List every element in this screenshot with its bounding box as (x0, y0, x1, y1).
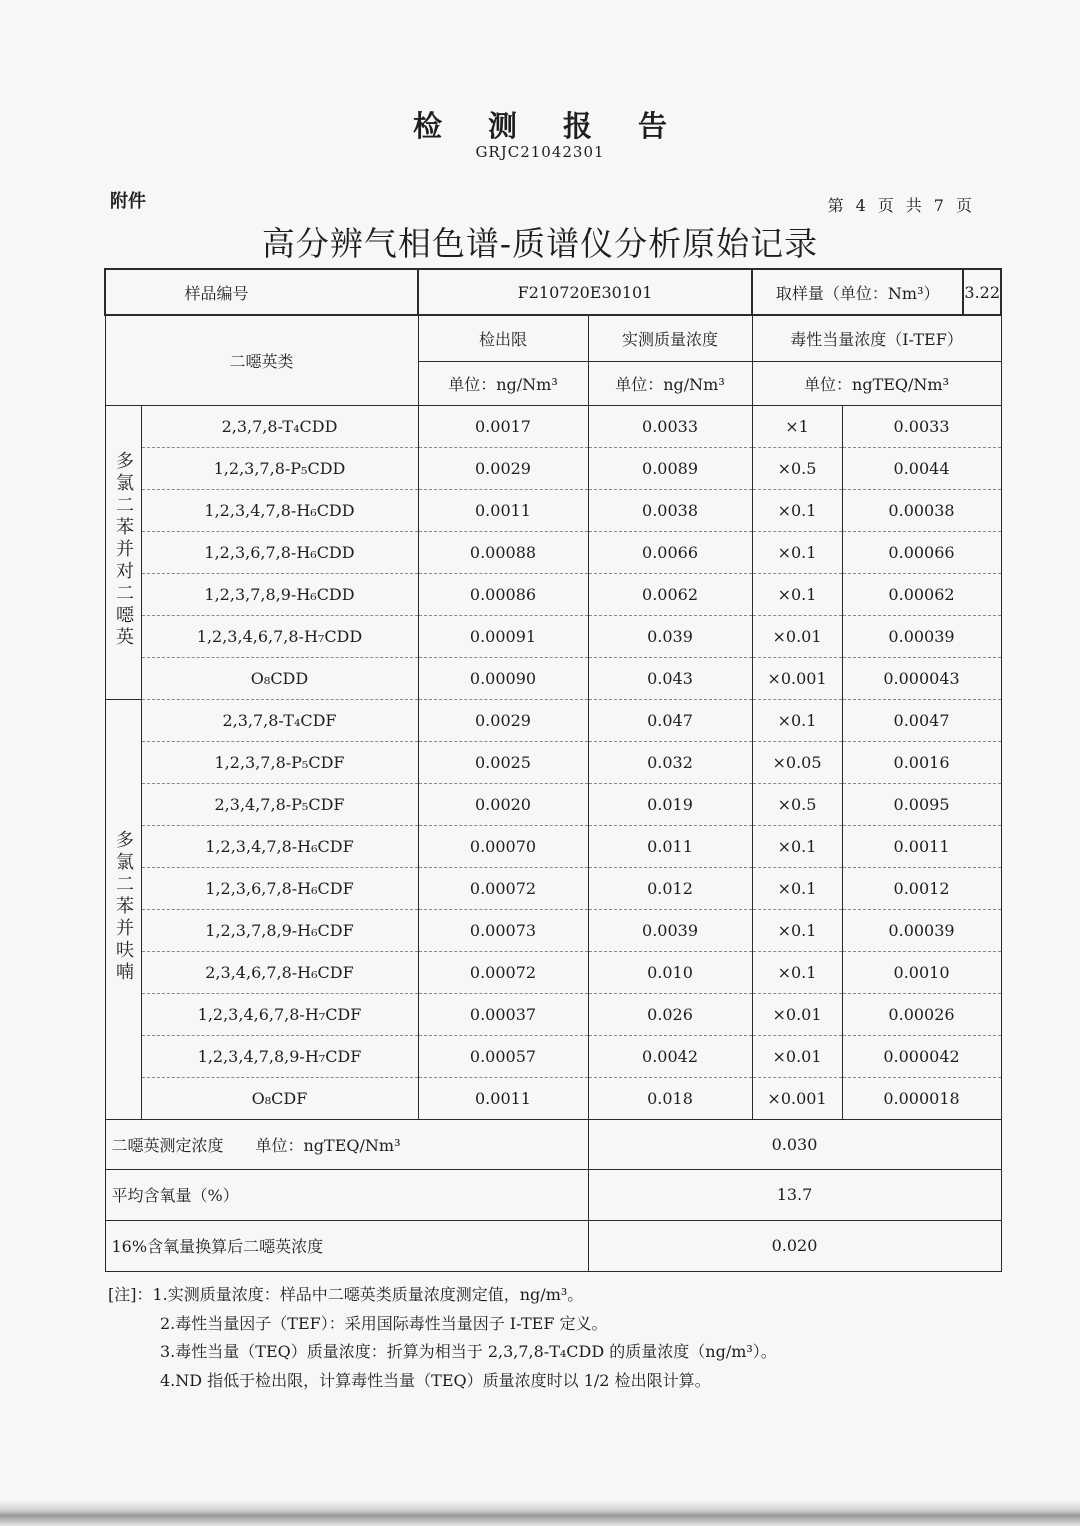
detection-limit-value: 0.0029 (418, 447, 588, 489)
table-row (105, 1077, 1001, 1119)
table-row (105, 489, 1001, 531)
compound-name: 1,2,3,7,8-P₅CDD (141, 447, 418, 489)
summary-label: 平均含氧量（%） (105, 1169, 588, 1220)
tef-factor: ×0.1 (752, 531, 842, 573)
detection-limit-value: 0.00091 (418, 615, 588, 657)
notes (108, 1281, 777, 1395)
measured-conc-value: 0.0039 (588, 909, 752, 951)
table-row (105, 741, 1001, 783)
report-title: 检测报告 (412, 109, 713, 143)
tef-factor: ×0.5 (752, 783, 842, 825)
compound-name: 1,2,3,4,7,8-H₆CDD (141, 489, 418, 531)
detection-limit-value: 0.00072 (418, 951, 588, 993)
teq-value: 0.0033 (842, 405, 1001, 447)
sample-volume-label: 取样量（单位：Nm³） (753, 270, 964, 314)
teq-value: 0.0044 (842, 447, 1001, 489)
detection-limit-value: 0.00070 (418, 825, 588, 867)
header-measured-conc: 实测质量浓度 (588, 315, 752, 361)
teq-value: 0.00066 (842, 531, 1001, 573)
note-item: 4.ND 指低于检出限，计算毒性当量（TEQ）质量浓度时以 1/2 检出限计算。 (160, 1370, 711, 1390)
page-info (828, 193, 972, 216)
measured-conc-value: 0.0042 (588, 1035, 752, 1077)
table-row (105, 615, 1001, 657)
compound-name: 2,3,7,8-T₄CDF (141, 699, 418, 741)
attachment-label: 附件 (110, 191, 146, 212)
compound-group-label: 多氯二苯并呋喃 (105, 699, 141, 1119)
page-info-1: 4 (855, 196, 866, 215)
summary-label: 16%含氧量换算后二噁英浓度 (105, 1220, 588, 1271)
compound-name: O₈CDF (141, 1077, 418, 1119)
teq-value: 0.0012 (842, 867, 1001, 909)
report-number: GRJC21042301 (475, 143, 605, 161)
sample-id-value: F210720E30101 (418, 269, 752, 315)
detection-limit-value: 0.00037 (418, 993, 588, 1035)
compound-name: 1,2,3,6,7,8-H₆CDD (141, 531, 418, 573)
sample-id-label: 样品编号 (105, 269, 418, 315)
tef-factor: ×0.1 (752, 867, 842, 909)
measured-conc-value: 0.018 (588, 1077, 752, 1119)
teq-value: 0.00026 (842, 993, 1001, 1035)
measured-conc-value: 0.032 (588, 741, 752, 783)
tef-factor: ×0.01 (752, 1035, 842, 1077)
note-item: 3.毒性当量（TEQ）质量浓度：折算为相当于 2,3,7,8-T₄CDD 的质量浓度（ng/m³）。 (160, 1342, 777, 1361)
table-row (105, 699, 1001, 741)
teq-value: 0.0010 (842, 951, 1001, 993)
compound-name: 2,3,4,6,7,8-H₆CDF (141, 951, 418, 993)
dioxin-record-table (104, 268, 1002, 1272)
summary-value: 0.020 (588, 1220, 1001, 1271)
compound-name: 1,2,3,7,8-P₅CDF (141, 741, 418, 783)
tef-factor: ×1 (752, 405, 842, 447)
tef-factor: ×0.01 (752, 993, 842, 1035)
teq-value: 0.00038 (842, 489, 1001, 531)
tef-factor: ×0.5 (752, 447, 842, 489)
teq-value: 0.000043 (842, 657, 1001, 699)
tef-factor: ×0.1 (752, 573, 842, 615)
teq-value: 0.0095 (842, 783, 1001, 825)
table-row (105, 909, 1001, 951)
compound-name: 1,2,3,4,7,8,9-H₇CDF (141, 1035, 418, 1077)
detection-limit-value: 0.0020 (418, 783, 588, 825)
scan-edge-artifact (0, 1500, 1080, 1526)
detection-limit-value: 0.00073 (418, 909, 588, 951)
unit-measured-conc: 单位：ng/Nm³ (588, 361, 752, 405)
measured-conc-value: 0.039 (588, 615, 752, 657)
page-info-3: 共 (905, 196, 922, 215)
header-dioxin-class: 二噁英类 (105, 315, 418, 405)
summary-label: 二噁英测定浓度 单位：ngTEQ/Nm³ (105, 1119, 588, 1169)
measured-conc-value: 0.0066 (588, 531, 752, 573)
table-row (105, 993, 1001, 1035)
compound-name: 2,3,4,7,8-P₅CDF (141, 783, 418, 825)
page-info-0: 第 (827, 196, 844, 215)
table-row (105, 1035, 1001, 1077)
teq-value: 0.00039 (842, 909, 1001, 951)
tef-factor: ×0.001 (752, 657, 842, 699)
measured-conc-value: 0.0038 (588, 489, 752, 531)
measured-conc-value: 0.0033 (588, 405, 752, 447)
summary-value: 0.030 (588, 1119, 1001, 1169)
detection-limit-value: 0.00086 (418, 573, 588, 615)
page-info-2: 页 (877, 196, 894, 215)
table-row (105, 405, 1001, 447)
teq-value: 0.0011 (842, 825, 1001, 867)
table-row (105, 783, 1001, 825)
table-row (105, 531, 1001, 573)
detection-limit-value: 0.0017 (418, 405, 588, 447)
compound-group-label: 多氯二苯并对二噁英 (105, 405, 141, 699)
measured-conc-value: 0.043 (588, 657, 752, 699)
teq-value: 0.000042 (842, 1035, 1001, 1077)
measured-conc-value: 0.047 (588, 699, 752, 741)
summary-value: 13.7 (588, 1169, 1001, 1220)
tef-factor: ×0.1 (752, 951, 842, 993)
note-item: [注]：1.实测质量浓度：样品中二噁英类质量浓度测定值，ng/m³。 (108, 1285, 584, 1304)
teq-value: 0.0016 (842, 741, 1001, 783)
compound-name: 1,2,3,4,6,7,8-H₇CDD (141, 615, 418, 657)
measured-conc-value: 0.011 (588, 825, 752, 867)
detection-limit-value: 0.0011 (418, 1077, 588, 1119)
table-row (105, 825, 1001, 867)
teq-value: 0.0047 (842, 699, 1001, 741)
table-row (105, 657, 1001, 699)
compound-name: 1,2,3,7,8,9-H₆CDF (141, 909, 418, 951)
teq-value: 0.000018 (842, 1077, 1001, 1119)
compound-name: 1,2,3,4,7,8-H₆CDF (141, 825, 418, 867)
teq-value: 0.00062 (842, 573, 1001, 615)
tef-factor: ×0.1 (752, 825, 842, 867)
page-info-5: 页 (955, 196, 972, 215)
header-detection-limit: 检出限 (418, 315, 588, 361)
measured-conc-value: 0.0062 (588, 573, 752, 615)
measured-conc-value: 0.010 (588, 951, 752, 993)
teq-value: 0.00039 (842, 615, 1001, 657)
record-subtitle: 高分辨气相色谱-质谱仪分析原始记录 (261, 224, 819, 263)
compound-name: O₈CDD (141, 657, 418, 699)
detection-limit-value: 0.00057 (418, 1035, 588, 1077)
compound-name: 2,3,7,8-T₄CDD (141, 405, 418, 447)
compound-name: 1,2,3,6,7,8-H₆CDF (141, 867, 418, 909)
measured-conc-value: 0.026 (588, 993, 752, 1035)
tef-factor: ×0.001 (752, 1077, 842, 1119)
header-tef-conc: 毒性当量浓度（I-TEF） (752, 315, 1001, 361)
note-item: 2.毒性当量因子（TEF）：采用国际毒性当量因子 I-TEF 定义。 (160, 1313, 608, 1333)
detection-limit-value: 0.00072 (418, 867, 588, 909)
tef-factor: ×0.1 (752, 909, 842, 951)
tef-factor: ×0.05 (752, 741, 842, 783)
measured-conc-value: 0.0089 (588, 447, 752, 489)
detection-limit-value: 0.0029 (418, 699, 588, 741)
sample-volume-value: 3.22 (964, 282, 1001, 302)
page-info-4: 7 (933, 196, 944, 215)
tef-factor: ×0.1 (752, 699, 842, 741)
unit-teq: 单位：ngTEQ/Nm³ (752, 361, 1001, 405)
table-row (105, 573, 1001, 615)
unit-detection-limit: 单位：ng/Nm³ (418, 361, 588, 405)
tef-factor: ×0.01 (752, 615, 842, 657)
table-row (105, 951, 1001, 993)
detection-limit-value: 0.00088 (418, 531, 588, 573)
measured-conc-value: 0.019 (588, 783, 752, 825)
compound-rows (105, 405, 1001, 1119)
table-row (105, 867, 1001, 909)
measured-conc-value: 0.012 (588, 867, 752, 909)
detection-limit-value: 0.0011 (418, 489, 588, 531)
detection-limit-value: 0.00090 (418, 657, 588, 699)
detection-limit-value: 0.0025 (418, 741, 588, 783)
table-row (105, 447, 1001, 489)
compound-name: 1,2,3,7,8,9-H₆CDD (141, 573, 418, 615)
tef-factor: ×0.1 (752, 489, 842, 531)
compound-name: 1,2,3,4,6,7,8-H₇CDF (141, 993, 418, 1035)
